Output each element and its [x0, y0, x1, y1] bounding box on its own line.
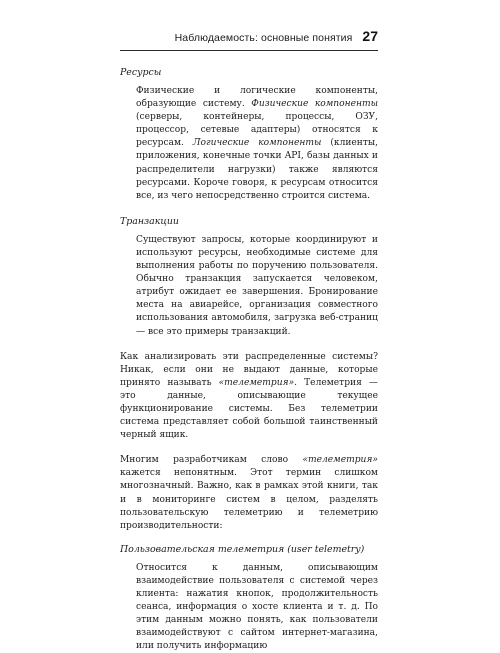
physical-components-term: Физические компоненты [251, 99, 378, 110]
paragraph-telemetry-intro [120, 351, 378, 443]
resources-definition [136, 85, 378, 203]
running-header [120, 28, 378, 51]
logical-components-term: Логические компоненты [192, 138, 322, 149]
page-number: 27 [362, 28, 378, 44]
telemetry-term-1: «телеметрия» [218, 377, 295, 388]
paragraph-1-text-b: . Телеметрия — это данные, описывающие текущее функционирование системы. Без телеметрии система представляет собой большой таинственный черный ящик. [120, 377, 378, 441]
running-header-title: Наблюдаемость: основные понятия [174, 32, 353, 44]
transactions-definition: Существуют запросы, которые координируют и используют ресурсы, необходимые системе для выполнения работы по поручению пользователя. Обычно транзакция запускается человеком, атрибут ожидает ее завершения. Бронирование места на авиарейсе, организация совместного использования автомобиля, загрузка веб-страниц — все это примеры транзакций. [136, 234, 378, 337]
text-column [120, 62, 378, 653]
user-telemetry-heading: Пользовательская телеметрия (user telemetry) [120, 543, 365, 555]
transactions-heading: Транзакции [120, 215, 179, 227]
resources-text-a: Физические и логические компоненты, образующие систему. [136, 86, 378, 110]
paragraph-2-text-a: Многим разработчикам слово [120, 455, 303, 466]
paragraph-2-text-b: кажется непонятным. Этот термин слишком многозначный. Важно, как в рамках этой книги, так и в мониторинге систем в целом, разделять пользовательскую телеметрию и телеметрию производительности: [120, 468, 378, 531]
paragraph-telemetry-meaning [120, 454, 378, 533]
paragraph-1-text-a: Как анализировать эти распределенные системы? Никак, если они не выдают данные, которые принято называть [120, 351, 378, 388]
user-telemetry-definition: Относится к данным, описывающим взаимодействие пользователя с системой через клиента: нажатия кнопок, продолжительность сеанса, информация о хосте клиента и т. д. По этим данным можно понять, как пользователи взаимодействуют с сайтом интернет-магазина, или получить информацию [136, 562, 378, 652]
resources-text-c: (клиенты, приложения, конечные точки API, базы данных и распределители нагрузки) также являются ресурсами. Короче говоря, к ресурсам относится все, из чего непосредственно строится система. [136, 138, 379, 201]
resources-heading: Ресурсы [120, 67, 162, 78]
resources-text-b: (серверы, контейнеры, процессы, ОЗУ, процессор, сетевые адаптеры) относятся к ресурсам. [136, 112, 378, 149]
telemetry-term-2: «телеметрия» [302, 455, 378, 466]
